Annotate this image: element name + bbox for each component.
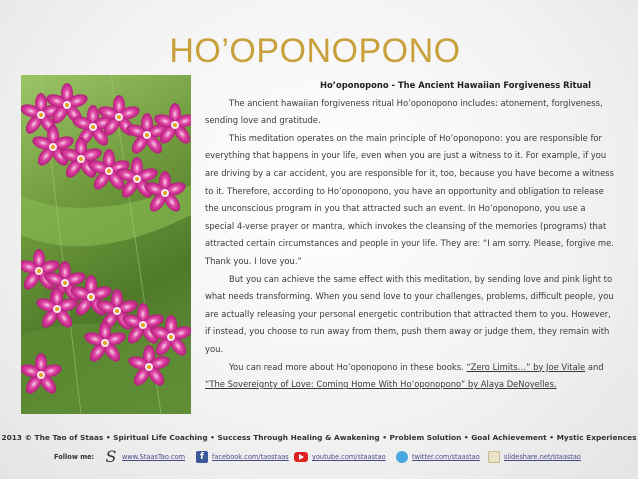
twitter-link[interactable]: twitter.com/staastao — [412, 453, 480, 461]
slide-title: HO’OPONOPONO — [169, 32, 461, 70]
reading-and: and — [585, 361, 604, 372]
book-link-zero-limits[interactable]: “Zero Limits…” by Joe Vitale — [466, 361, 586, 372]
article-heading: Ho’oponopono - The Ancient Hawaiian Forgiveness Ritual — [320, 80, 591, 90]
paragraph-intro: The ancient hawaiian forgiveness ritual Ho’oponopono includes: atonement, forgiveness, sending love and gratitude. — [205, 97, 603, 126]
article-text — [205, 77, 615, 394]
site-link[interactable]: www.StaasTao.com — [122, 453, 186, 461]
staas-logo-icon: S — [105, 447, 117, 466]
slideshare-icon — [488, 451, 500, 463]
paragraph-reading — [205, 359, 615, 394]
book-link-sovereignty-of-love[interactable]: “The Sovereignty of Love: Coming Home With Ho’oponopono” by Alaya DeNoyelles. — [205, 379, 557, 390]
twitter-link-item[interactable] — [396, 449, 480, 465]
youtube-link-item[interactable] — [294, 449, 386, 465]
paragraph-principle: This meditation operates on the main principle of Ho’oponopono: you are responsible for everything that happens in your life, even when you are just a witness to it. For example, if you are driving by a car accident, you are responsible for it, too, because you have become a witness to it. Therefore, according to Ho’oponopono, you have an opportunity and obligation to release the unconscious program in you that attracted such an event. In Ho’oponopono, you use a special 4-verse prayer or mantra, which invokes the cleansing of the memories (programs) that attracted certain circumstances and people in your life. They are: “I am sorry. Please, forgive me. Thank you. I love you.” — [205, 132, 614, 266]
orchid-lei-photo — [21, 75, 191, 414]
follow-label: Follow me: — [54, 453, 95, 461]
paragraph-meditation: But you can achieve the same effect with this meditation, by sending love and pink light to what needs transforming. When you send love to your challenges, problems, difficult people, you are actually releasing your personal energetic contribution that attracted them to you. However, if instead, you choose to run away from them, push them away or judge them, they remain with you. — [205, 273, 614, 354]
youtube-icon — [294, 452, 308, 462]
social-links-bar — [0, 449, 638, 467]
slideshare-link-item[interactable] — [488, 449, 581, 465]
facebook-link-item[interactable] — [196, 449, 289, 465]
facebook-icon: f — [196, 451, 208, 463]
twitter-icon — [396, 451, 408, 463]
facebook-link[interactable]: facebook.com/taostaas — [212, 453, 289, 461]
site-link-item[interactable] — [104, 449, 185, 465]
youtube-link[interactable]: youtube.com/staastao — [312, 453, 386, 461]
footer-tagline: 2013 © The Tao of Staas • Spiritual Life Coaching • Success Through Healing & Awakening • Problem Solution • Goal Achievement • Mystic Experiences — [1, 433, 637, 442]
reading-intro: You can read more about Ho’oponopono in these books. — [229, 361, 467, 372]
slideshare-link[interactable]: slideshare.net/staastao — [504, 453, 581, 461]
